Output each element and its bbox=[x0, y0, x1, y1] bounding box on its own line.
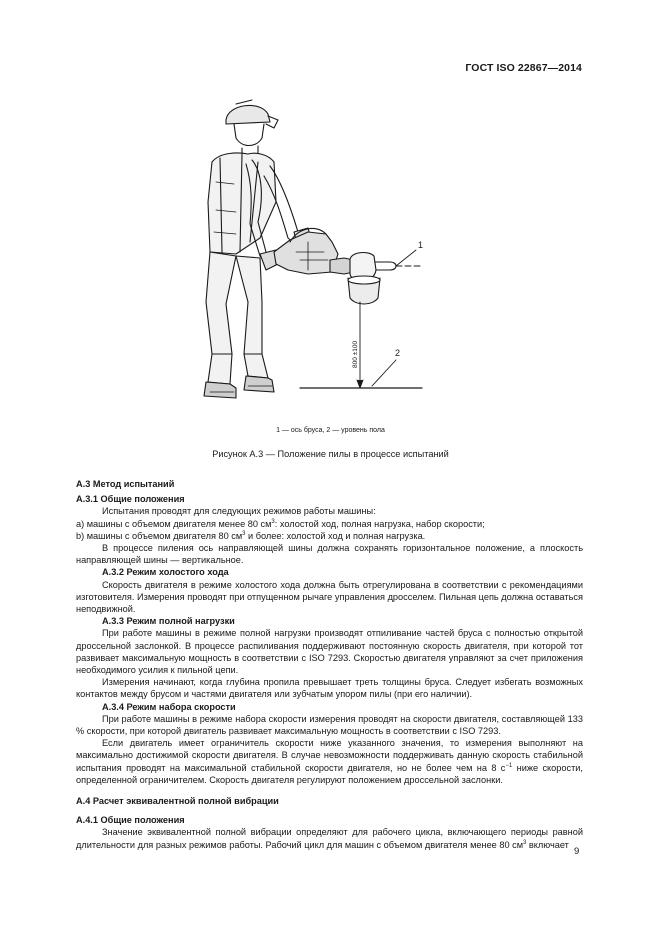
chainsaw-operator-figure bbox=[190, 92, 430, 402]
document-body bbox=[76, 478, 583, 851]
section-a31-title: А.3.1 Общие положения bbox=[76, 494, 185, 505]
section-a34-title: А.3.4 Режим набора скорости bbox=[102, 701, 236, 712]
label-floor-level: 2 bbox=[395, 348, 401, 358]
document-code: ГОСТ ISO 22867—2014 bbox=[465, 62, 582, 74]
paragraph: В процессе пиления ось направляющей шины должна сохранять горизонтальное положение, а плоскость направляющей шины — вертикальное. bbox=[76, 543, 583, 566]
figure-legend: 1 — ось бруса, 2 — уровень пола bbox=[276, 427, 385, 434]
label-beam-axis: 1 bbox=[418, 240, 424, 250]
paragraph: Измерения начинают, когда глубина пропила превышает треть толщины бруса. Следует избегать возможных контактов между брусом и частями двигателя или зубчатым упором пилы (при его наличии). bbox=[76, 677, 583, 700]
paragraph: Если двигатель имеет ограничитель скорости ниже указанного значения, то измерения выполняют на максимально достижимой скорости двигателя. В случае невозможности поддерживать данную скорость стабильной испытания проводят на максимальной стабильной скорости двигателя, но не более чем на 8 $с^{-1}$ ниже скорости, определенной ограничителем. Скорость двигателя регулируют положением дроссельной заслонки. bbox=[76, 738, 583, 785]
figure-caption: Рисунок А.3 — Положение пилы в процессе испытаний bbox=[212, 449, 449, 459]
chainsaw-drawing bbox=[274, 228, 396, 274]
list-item-a: а) машины с объемом двигателя менее 80 $см^3$: холостой ход, полная нагрузка, набор скорости; bbox=[76, 518, 485, 529]
test-beam-drawing bbox=[348, 253, 380, 304]
paragraph: При работе машины в режиме набора скорости измерения проводят на скорости двигателя, составляющей 133 % скорости, при которой двигатель развивает максимальную мощность в соответствии с ISO 7293. bbox=[76, 713, 583, 737]
paragraph: При работе машины в режиме полной нагрузки производят отпиливание частей бруса с полностью открытой дроссельной заслонкой. В процессе распиливания поддерживают постоянную скорость двигателя, при которой тот развивает максимальную мощность в соответствии с ISO 7293. Скоростью двигателя управляют за счет приложения необходимого усилия к пильной цепи. bbox=[76, 628, 583, 676]
list-item-b: b) машины с объемом двигателя 80 $см^3$ и более: холостой ход и полная нагрузка. bbox=[76, 530, 426, 541]
section-a41-title: А.4.1 Общие положения bbox=[76, 815, 185, 826]
section-a32-title: А.3.2 Режим холостого хода bbox=[102, 567, 229, 578]
paragraph: Испытания проводят для следующих режимов работы машины: bbox=[102, 506, 376, 517]
section-a33-title: А.3.3 Режим полной нагрузки bbox=[102, 616, 235, 627]
section-a4-title: А.4 Расчет эквивалентной полной вибрации bbox=[76, 796, 279, 807]
section-a3-title: А.3 Метод испытаний bbox=[76, 479, 175, 489]
page-number: 9 bbox=[574, 846, 580, 857]
paragraph: Значение эквивалентной полной вибрации определяют для рабочего цикла, включающего периоды равной длительности для разных режимов работы. Рабочий цикл для машин с объемом двигателя менее 80 $см^3$ включает bbox=[76, 827, 583, 850]
paragraph: Скорость двигателя в режиме холостого хода должна быть отрегулирована в соответствии с рекомендациями изготовителя. Измерения проводят при отпущенном рычаге управления дросселем. Пильная цепь должна оставаться неподвижной. bbox=[76, 579, 583, 615]
dimension-label: 800 ±100 bbox=[352, 340, 359, 368]
